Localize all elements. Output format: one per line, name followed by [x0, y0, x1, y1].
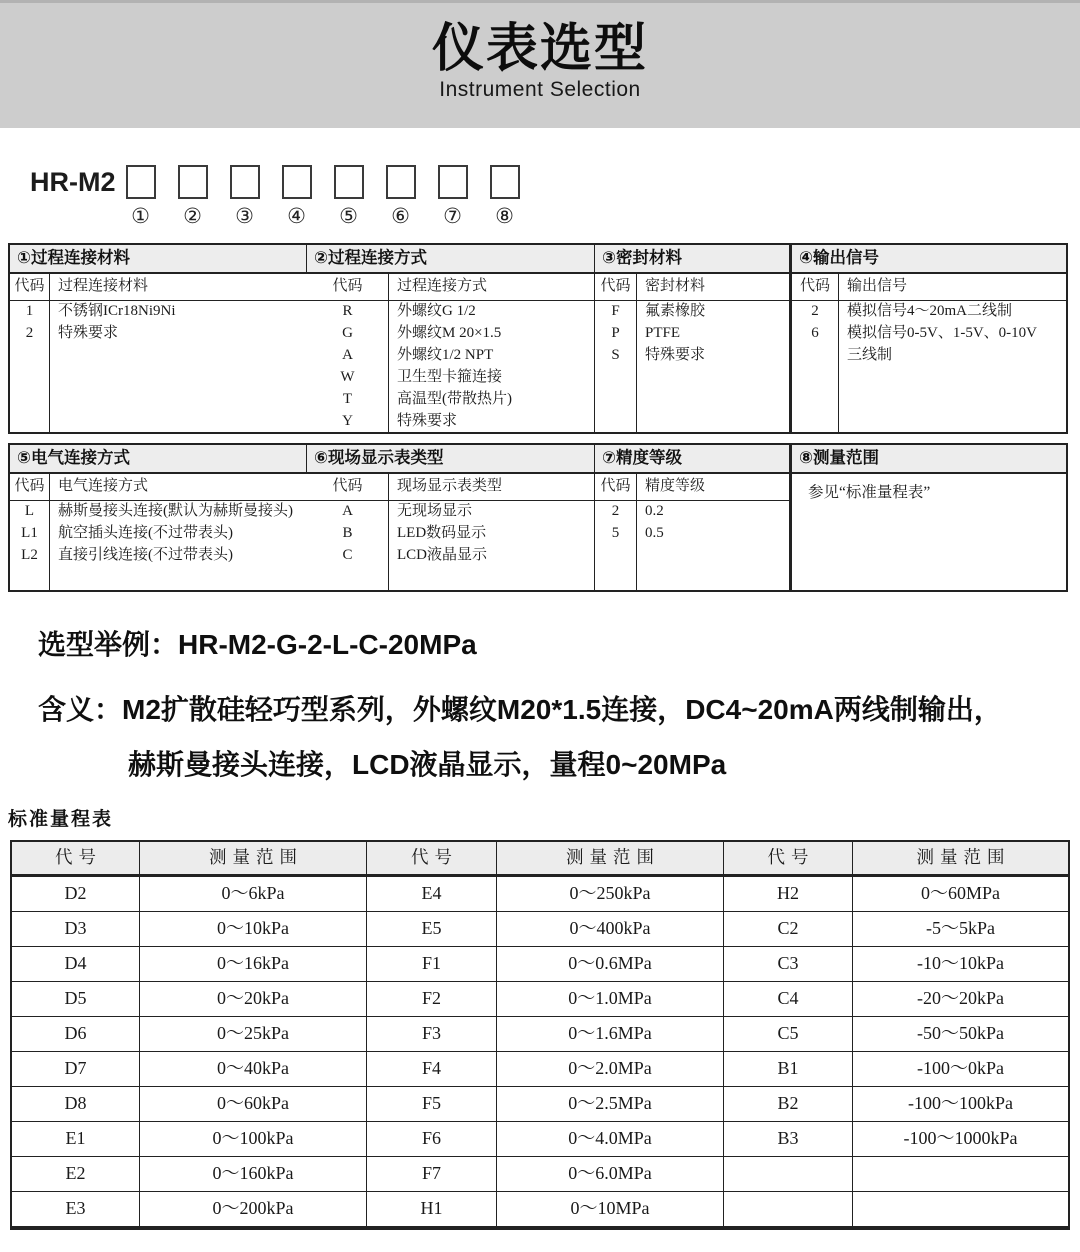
label-cell: 特殊要求 [645, 347, 706, 363]
range-code-cell: E1 [12, 1122, 140, 1156]
range-table-row [12, 982, 1068, 1017]
range-table-row [12, 947, 1068, 982]
model-position-column [438, 165, 468, 228]
range-value-cell: 0～60MPa [920, 883, 1000, 903]
code-cell: 2 [611, 503, 620, 519]
subheader-divider [595, 300, 789, 301]
range-code-cell: F6 [367, 1122, 497, 1156]
code-cell: P [611, 325, 620, 341]
range-code-cell: C5 [724, 1017, 853, 1051]
range-header-range: 测量范围 [916, 847, 1011, 867]
label-column [50, 274, 307, 432]
range-table-row [12, 1192, 1068, 1226]
selection-table-1-4 [8, 243, 1068, 434]
range-value-cell: -100～100kPa [908, 1093, 1013, 1113]
model-position-box [282, 165, 312, 199]
measuring-range-note: 参见“标准量程表” [808, 484, 931, 501]
range-code-cell: D5 [12, 982, 140, 1016]
code-column [792, 274, 839, 432]
code-cell: S [611, 347, 620, 363]
example-code: HR-M2-G-2-L-C-20MPa [178, 629, 477, 660]
range-table-row [12, 1122, 1068, 1157]
range-value-cell: 0～4.0MPa [497, 1122, 724, 1156]
range-value-cell: 0～40kPa [140, 1052, 367, 1086]
selection-table-body [10, 274, 1066, 432]
range-code-cell [724, 1192, 853, 1226]
label-cell: LCD液晶显示 [397, 547, 488, 563]
code-cell: R [342, 303, 353, 319]
code-column [595, 474, 637, 590]
range-code-cell: F1 [367, 947, 497, 981]
range-table-row [12, 877, 1068, 912]
range-value-cell: 0～6.0MPa [497, 1157, 724, 1191]
range-table-row [12, 1157, 1068, 1192]
model-position-box [178, 165, 208, 199]
section-title-measuring-range: ⑧测量范围 [799, 449, 879, 467]
model-position-column [334, 165, 364, 228]
range-code-cell: H1 [367, 1192, 497, 1226]
range-value-cell: 0～0.6MPa [497, 947, 724, 981]
label-cell: 无现场显示 [397, 503, 473, 519]
label-column-header: 输出信号 [847, 278, 908, 294]
selection-table-body [10, 474, 1066, 590]
range-code-cell: F2 [367, 982, 497, 1016]
position-number: ⑤ [339, 204, 358, 228]
label-cell: 外螺纹1/2 NPT [397, 347, 494, 363]
code-column [307, 474, 389, 590]
range-value-cell: -100～1000kPa [903, 1128, 1018, 1148]
range-value-cell: -100～0kPa [917, 1058, 1004, 1078]
label-column [839, 274, 1066, 432]
label-column-header: 密封材料 [645, 278, 706, 294]
page-subtitle-en: Instrument Selection [439, 78, 641, 101]
section-electrical-connection [10, 474, 307, 590]
range-code-cell: F5 [367, 1087, 497, 1121]
subheader-divider [792, 300, 1066, 301]
range-code-cell: F4 [367, 1052, 497, 1086]
section-header-row [10, 445, 1066, 474]
range-header-range: 测量范围 [140, 842, 367, 874]
section-measuring-range [792, 474, 1066, 590]
range-table-row [12, 1017, 1068, 1052]
range-table-row [12, 1052, 1068, 1087]
code-cell: A [342, 503, 353, 519]
section-title-electrical-connection: ⑤电气连接方式 [10, 445, 307, 472]
section-seal-material [595, 274, 792, 432]
range-table-header-row [12, 842, 1068, 877]
range-code-cell: E2 [12, 1157, 140, 1191]
example-label: 选型举例： [38, 629, 179, 660]
model-position-column [490, 165, 520, 228]
code-column-header: 代码 [332, 278, 363, 294]
code-column-header: 代码 [14, 278, 45, 294]
range-value-cell [853, 1157, 1068, 1191]
model-prefix: HR-M2 [30, 167, 116, 197]
section-accuracy-class [595, 474, 792, 590]
selection-example [38, 628, 1080, 782]
subheader-divider [307, 300, 594, 301]
code-column [10, 274, 50, 432]
subheader-divider [10, 300, 307, 301]
range-header-code: 代号 [724, 842, 853, 874]
position-number: ⑦ [443, 204, 462, 228]
label-cell: 特殊要求 [58, 325, 119, 341]
range-code-cell: B1 [724, 1052, 853, 1086]
code-column [307, 274, 389, 432]
example-meaning-line-2 [38, 748, 1080, 782]
range-code-cell: D8 [12, 1087, 140, 1121]
model-position-column [230, 165, 260, 228]
range-table-row [12, 912, 1068, 947]
label-cell: 赫斯曼接头连接(默认为赫斯曼接头) [58, 503, 293, 519]
range-value-cell: 0～25kPa [140, 1017, 367, 1051]
section-display-type [307, 474, 595, 590]
code-cell: L1 [21, 525, 38, 541]
range-code-cell: B2 [724, 1087, 853, 1121]
model-position-column [282, 165, 312, 228]
label-cell: 卫生型卡箍连接 [397, 369, 503, 385]
label-cell: 不锈钢ICr18Ni9Ni [58, 303, 176, 319]
code-cell: B [342, 525, 353, 541]
position-number: ③ [235, 204, 254, 228]
model-position-box [438, 165, 468, 199]
label-cell: PTFE [645, 325, 681, 341]
range-value-cell: 0～16kPa [140, 947, 367, 981]
label-cell: 0.5 [645, 525, 664, 541]
range-value-cell: 0～200kPa [140, 1192, 367, 1226]
range-header-range: 测量范围 [497, 842, 724, 874]
range-value-cell: 0～1.0MPa [497, 982, 724, 1016]
section-process-connection [307, 274, 595, 432]
section-header-row [10, 245, 1066, 274]
model-position-box [334, 165, 364, 199]
label-cell: 直接引线连接(不过带表头) [58, 547, 233, 563]
code-column-header: 代码 [600, 478, 631, 494]
label-cell: 模拟信号0-5V、1-5V、0-10V [847, 325, 1037, 341]
subheader-divider [595, 500, 789, 501]
position-number: ⑥ [391, 204, 410, 228]
range-value-cell: 0～6kPa [140, 877, 367, 911]
code-cell: 1 [25, 303, 34, 319]
label-column [637, 474, 789, 590]
label-column-header: 现场显示表类型 [397, 478, 503, 494]
label-column [389, 274, 594, 432]
meaning-label: 含义： [38, 694, 123, 725]
range-code-cell: E5 [367, 912, 497, 946]
section-title-output-signal: ④输出信号 [799, 249, 879, 267]
range-value-cell: 0～400kPa [497, 912, 724, 946]
model-position-box [126, 165, 156, 199]
meaning-text-1: M2扩散硅轻巧型系列，外螺纹M20*1.5连接，DC4~20mA两线制输出， [122, 694, 1002, 725]
code-cell: A [342, 347, 353, 363]
model-code-builder [30, 165, 1080, 228]
code-cell: Y [342, 413, 353, 429]
position-number: ① [131, 204, 150, 228]
model-position-box [230, 165, 260, 199]
label-cell: LED数码显示 [397, 525, 487, 541]
code-cell: 2 [811, 303, 819, 319]
label-cell: 外螺纹G 1/2 [397, 303, 476, 319]
code-cell: L [24, 503, 35, 519]
label-cell: 特殊要求 [397, 413, 458, 429]
code-column-header: 代码 [600, 278, 631, 294]
section-title-display-type: ⑥现场显示表类型 [307, 445, 595, 472]
range-code-cell: D2 [12, 877, 140, 911]
section-title-seal-material: ③密封材料 [595, 245, 792, 272]
label-column-header: 精度等级 [645, 478, 706, 494]
code-cell: 2 [25, 325, 34, 341]
range-code-cell [724, 1157, 853, 1191]
model-position-box [490, 165, 520, 199]
range-table-row [12, 1087, 1068, 1122]
label-cell: 氟素橡胶 [645, 303, 706, 319]
range-value-cell: 0～160kPa [140, 1157, 367, 1191]
range-value-cell: 0～10MPa [497, 1192, 724, 1226]
range-value-cell [853, 1192, 1068, 1226]
code-cell: W [340, 369, 355, 385]
range-code-cell: C3 [724, 947, 853, 981]
section-output-signal [792, 274, 1066, 432]
range-code-cell: D7 [12, 1052, 140, 1086]
position-number: ⑧ [495, 204, 514, 228]
label-column [637, 274, 789, 432]
range-value-cell: -5～5kPa [926, 918, 995, 938]
range-value-cell: 0～20kPa [140, 982, 367, 1016]
subheader-divider [307, 500, 594, 501]
code-cell: F [611, 303, 620, 319]
model-position-column [386, 165, 416, 228]
standard-range-table [10, 840, 1070, 1230]
example-meaning-line-1 [38, 693, 1080, 727]
section-process-material [10, 274, 307, 432]
label-cell: 航空插头连接(不过带表头) [58, 525, 233, 541]
position-number: ② [183, 204, 202, 228]
example-line [38, 628, 1080, 662]
code-cell: T [342, 391, 353, 407]
label-cell: 三线制 [847, 347, 893, 363]
model-position-column [178, 165, 208, 228]
code-column-header: 代码 [799, 278, 830, 294]
range-value-cell: -10～10kPa [917, 953, 1004, 973]
page-title: 仪表选型 [431, 20, 648, 78]
range-table-body [12, 877, 1068, 1226]
range-value-cell: 0～2.5MPa [497, 1087, 724, 1121]
label-cell: 模拟信号4～20mA二线制 [847, 303, 1013, 319]
model-position-column [126, 165, 156, 228]
code-cell: L2 [21, 547, 38, 563]
selection-table-5-8 [8, 443, 1068, 592]
label-column [50, 474, 307, 590]
range-header-code: 代号 [367, 842, 497, 874]
model-position-boxes [126, 165, 542, 228]
range-code-cell: F7 [367, 1157, 497, 1191]
code-column [10, 474, 50, 590]
model-position-box [386, 165, 416, 199]
range-value-cell: 0～10kPa [140, 912, 367, 946]
code-cell: 6 [811, 325, 819, 341]
range-code-cell: E3 [12, 1192, 140, 1226]
range-value-cell: -50～50kPa [917, 1023, 1004, 1043]
code-column [595, 274, 637, 432]
range-code-cell: E4 [367, 877, 497, 911]
range-value-cell: 0～100kPa [140, 1122, 367, 1156]
label-column-header: 过程连接方式 [397, 278, 488, 294]
label-cell: 外螺纹M 20×1.5 [397, 325, 502, 341]
code-cell: C [342, 547, 353, 563]
label-column [389, 474, 594, 590]
label-column-header: 过程连接材料 [58, 278, 149, 294]
range-code-cell: D3 [12, 912, 140, 946]
section-title-process-connection: ②过程连接方式 [307, 245, 595, 272]
section-title-accuracy-class: ⑦精度等级 [595, 445, 792, 472]
range-code-cell: C2 [724, 912, 853, 946]
range-value-cell: 0～2.0MPa [497, 1052, 724, 1086]
code-cell: G [342, 325, 353, 341]
range-value-cell: -20～20kPa [917, 988, 1004, 1008]
label-column-header: 电气连接方式 [58, 478, 149, 494]
page-banner [0, 0, 1080, 128]
label-cell: 高温型(带散热片) [397, 391, 512, 407]
range-code-cell: F3 [367, 1017, 497, 1051]
range-table-title: 标准量程表 [8, 809, 114, 830]
code-cell: 5 [611, 525, 620, 541]
range-value-cell: 0～250kPa [497, 877, 724, 911]
label-cell: 0.2 [645, 503, 664, 519]
section-title-process-material: ①过程连接材料 [10, 245, 307, 272]
meaning-text-2: 赫斯曼接头连接，LCD液晶显示，量程0~20MPa [128, 749, 727, 780]
code-column-header: 代码 [332, 478, 363, 494]
code-column-header: 代码 [14, 478, 45, 494]
range-value-cell: 0～60kPa [140, 1087, 367, 1121]
position-number: ④ [287, 204, 306, 228]
range-code-cell: D4 [12, 947, 140, 981]
subheader-divider [10, 500, 307, 501]
code-cell [792, 344, 838, 366]
range-code-cell: D6 [12, 1017, 140, 1051]
range-code-cell: C4 [724, 982, 853, 1016]
range-code-cell: H2 [724, 877, 853, 911]
range-code-cell: B3 [724, 1122, 853, 1156]
range-header-code: 代号 [12, 842, 140, 874]
range-value-cell: 0～1.6MPa [497, 1017, 724, 1051]
